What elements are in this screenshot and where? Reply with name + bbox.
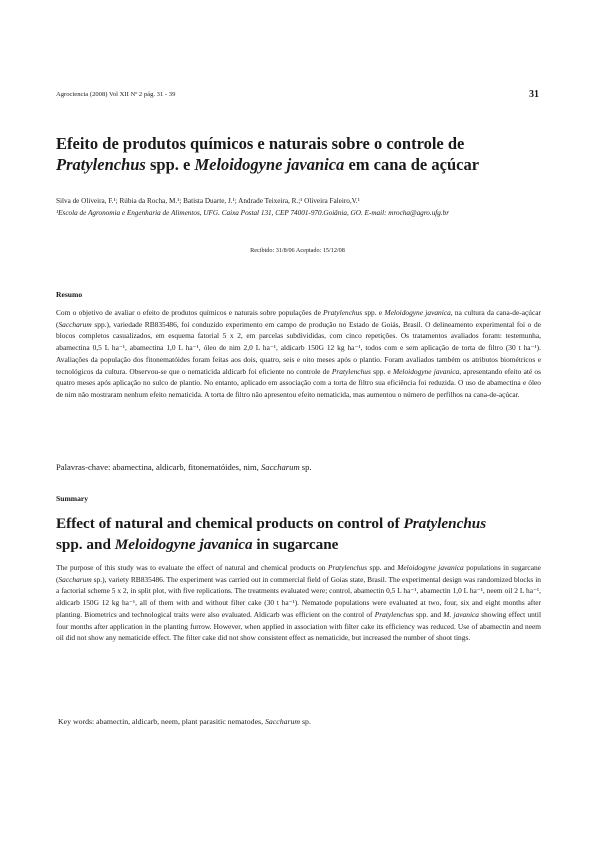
palavras-chave-label: Palavras-chave — [56, 462, 109, 472]
summary-paragraph — [56, 562, 541, 644]
resumo-species: Meloidogyne javanica — [392, 366, 460, 376]
resumo-genus: Pratylenchus — [331, 366, 371, 376]
author-affiliation: ¹Escola de Agronomia e Engenharia de Alimentos, UFG. Caixa Postal 131, CEP 74001-970.Goiânia, GO. E-mail: mrocha@agro.ufg.br — [56, 209, 450, 217]
title-species: Meloidogyne javanica — [194, 155, 345, 174]
key-words-label: Key words — [58, 717, 92, 726]
resumo-text: , apresentando efeito até os quatro meses após aplicação no sulco de plantio. No entanto, aplicado em associação com a torta de filtro sua eficiência foi reduzida. O uso de abamectina e óleo de nim não mostraram nenhum efeito nematicida. A torta de filtro não apresentou efeito nematicida, mas aumentou o número de perfilhos na cana-de-açúcar. — [56, 366, 541, 399]
summary-text: showing effect until four months after application in the planting furrow. However, when applied in association with filter cake its efficiency was reduced. Use of abamectin and neem oil did not show any nematicide effect. The filter cake did not show consistent effect as nematicide, but increased the number of shoot tings. — [56, 609, 541, 643]
summary-text: The purpose of this study was to evaluate the effect of natural and chemical products on — [56, 563, 328, 572]
key-words — [58, 716, 543, 728]
journal-citation: Agrociencia (2008) Vol XII Nº 2 pág. 31 - 39 — [56, 91, 176, 98]
title-text-end: em cana de açúcar — [344, 155, 480, 174]
summary-text: populations in sugarcane ( — [56, 563, 541, 584]
english-title-genus: Pratylenchus — [403, 515, 487, 532]
portuguese-title — [56, 133, 546, 175]
palavras-chave-text: : abamectina, aldicarb, fitonematóides, nim, — [108, 462, 261, 472]
title-text: spp. e — [145, 155, 195, 174]
resumo-text: spp.), variedade RB835486, foi conduzido experimento em campo de produção no Estado de Goiás, Brasil. O delineamento experimental foi o de blocos completos casualizados, em esquema fatorial 5 x 2, em parcelas subdivididas, com cinco repetições. Os tratamentos avaliados foram: testemunha, abamectina 0,5 L ha⁻¹, abamectina 1,0 L ha⁻¹, óleo de nim 2,0 L ha⁻¹, aldicarb 150G 12 kg ha⁻¹, todos com e sem aplicação de torta de filtro (30 t ha⁻¹). Avaliações da população dos fitonematóides foram feitas aos dois, quatro, seis e oito meses após o plantio. Foram avaliados também os atributos biométricos e tecnológicos da cultura. Observou-se que o nematicida aldicarb foi eficiente no controle de — [56, 319, 541, 376]
summary-genus: Pratylenchus — [374, 609, 414, 619]
english-title-species: Meloidogyne javanica — [114, 536, 253, 553]
summary-text: sp.), variety RB835486. The experiment was carried out in commercial field of Goias state, Brasil. The experimental design was randomized blocks in a factorial scheme 5 x 2, in split plot, with five replications. The treatments evaluated were; control, abamectin 0,5 L ha⁻¹, abamectin 1,0 L ha⁻¹, neem oil 2 L ha⁻¹, aldicarb 150G 12 kg ha⁻¹, all of them with and without filter cake (30 t ha⁻¹). Nematode populations were evaluated at two, four, six and eight months after planting. Biometrics and technological traits were also evaluated. Aldicarb was efficient on the control of — [56, 574, 541, 619]
english-title-text: spp. and — [56, 536, 115, 553]
palavras-chave — [56, 461, 541, 473]
key-words-end: sp. — [300, 717, 311, 726]
key-words-text: : abamectin, aldicarb, neem, plant parasitic nematodes, — [92, 717, 265, 726]
page-number: 31 — [529, 89, 539, 100]
resumo-genus: Pratylenchus — [323, 308, 363, 317]
resumo-text: , na cultura da cana-de-açúcar ( — [56, 308, 541, 329]
summary-heading: Summary — [56, 494, 89, 503]
resumo-species: Meloidogyne javanica — [384, 308, 451, 317]
resumo-text: spp. e — [362, 308, 385, 317]
title-genus: Pratylenchus — [56, 155, 146, 174]
resumo-heading: Resumo — [56, 290, 83, 299]
summary-genus: Pratylenchus — [327, 563, 367, 572]
received-accepted-dates: Recibido: 31/8/06 Aceptado: 15/12/08 — [250, 247, 345, 254]
english-title-end: in sugarcane — [252, 536, 339, 553]
english-title-text: Effect of natural and chemical products on control of — [56, 515, 404, 532]
english-title — [56, 513, 546, 555]
key-words-genus: Saccharum — [264, 717, 301, 726]
title-line-1: Efeito de produtos químicos e naturais sobre o controle de — [56, 134, 465, 153]
summary-species: M. javanica — [443, 609, 479, 619]
summary-genus: Saccharum — [58, 574, 92, 584]
author-list: Silva de Oliveira, F.¹; Rúbia da Rocha, M.¹; Batista Duarte, J.¹; Andrade Teixeira, R.;¹ Oliveira Faleiro,V.¹ — [56, 197, 360, 205]
palavras-chave-end: sp. — [299, 462, 312, 472]
resumo-text: spp. e — [370, 366, 393, 376]
summary-species: Meloidogyne javanica — [397, 563, 464, 572]
resumo-text: Com o objetivo de avaliar o efeito de produtos químicos e naturais sobre populações de — [56, 308, 324, 317]
resumo-paragraph — [56, 307, 541, 401]
resumo-genus: Saccharum — [58, 319, 92, 329]
summary-text: spp. and — [413, 609, 444, 619]
summary-text: spp. and — [366, 563, 398, 572]
palavras-chave-genus: Saccharum — [260, 462, 300, 472]
